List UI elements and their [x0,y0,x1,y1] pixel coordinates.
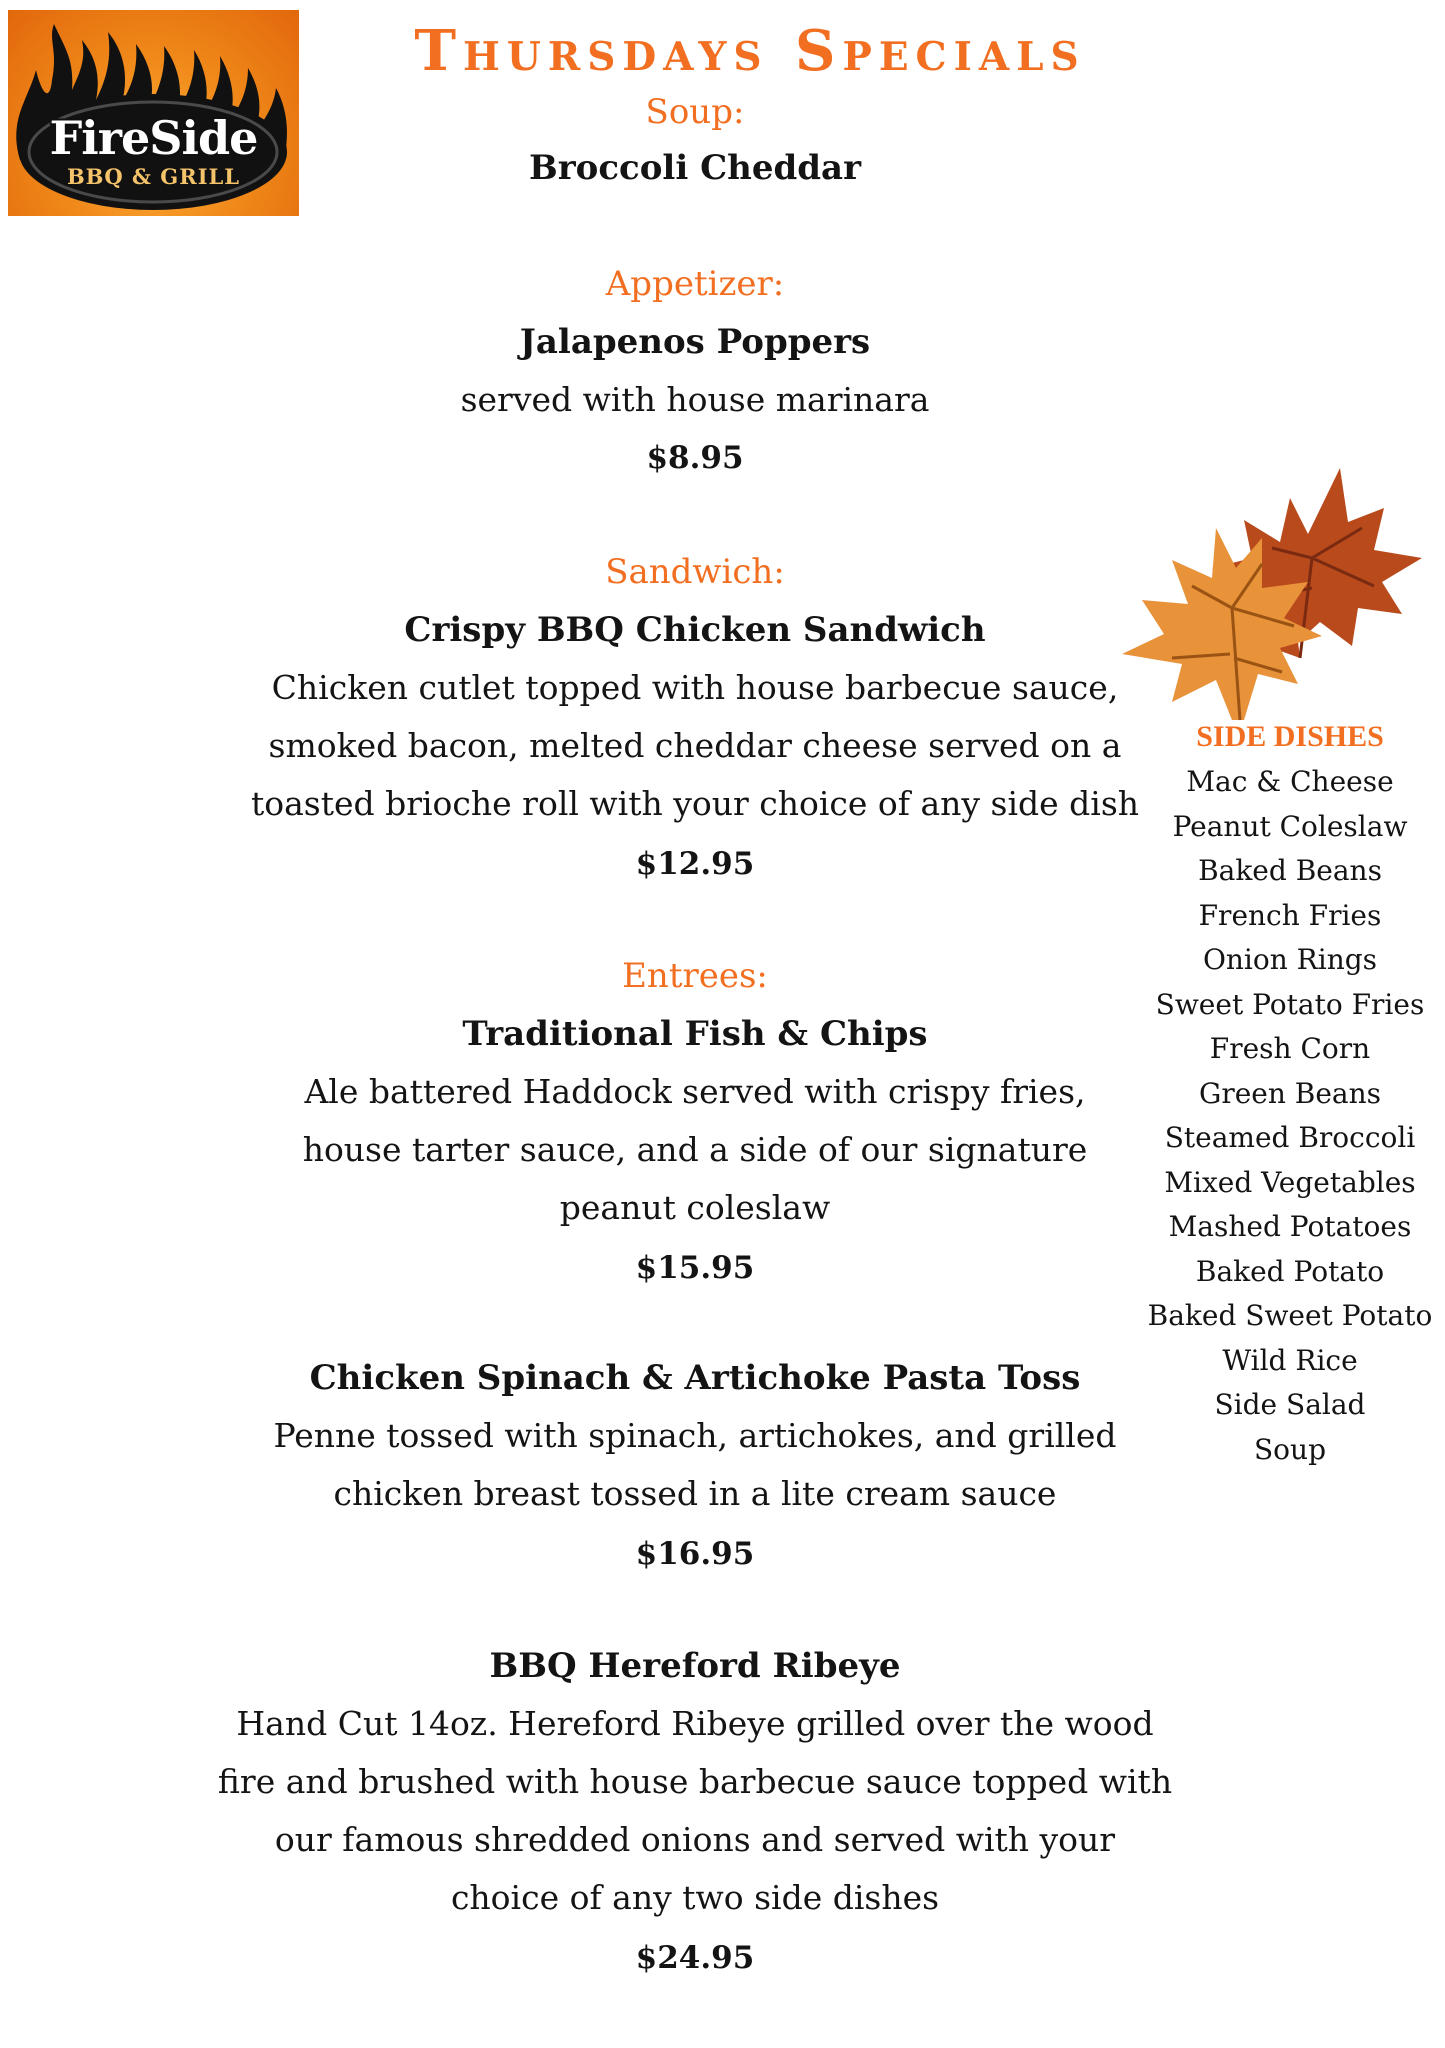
side-dish-item: Baked Potato [1195,1254,1385,1288]
side-dish-item: French Fries [1198,898,1382,932]
entree-name: Chicken Spinach & Artichoke Pasta Toss [309,1358,1081,1398]
entree-price: $16.95 [635,1536,755,1572]
side-dish-item: Baked Beans [1198,854,1382,887]
side-dish-item: Baked Sweet Potato [1147,1299,1433,1332]
side-dish-item: Side Salad [1214,1388,1366,1421]
sandwich-description-line: toasted brioche roll with your choice of any side dish [250,784,1140,823]
appetizer-description: served with house marinara [460,380,930,419]
entree-description-line: Penne tossed with spinach, artichokes, and grilled [273,1416,1117,1455]
side-dish-item: Soup [1254,1432,1326,1466]
entree-price: $24.95 [635,1940,755,1976]
side-dish-item: Mashed Potatoes [1168,1210,1412,1243]
appetizer-heading: Appetizer: [605,264,785,304]
side-dish-item: Fresh Corn [1209,1032,1371,1065]
entree-description-line: chicken breast tossed in a lite cream sauce [333,1474,1057,1513]
side-dish-item: Wild Rice [1222,1343,1358,1377]
autumn-leaves-icon [1112,458,1432,728]
side-dish-item: Peanut Coleslaw [1172,809,1408,843]
entree-description-line: Ale battered Haddock served with crispy fries, [304,1072,1086,1111]
menu-column [200,0,1190,2048]
sandwich-description-line: smoked bacon, melted cheddar cheese served on a [268,726,1122,765]
entree-description-line: house tarter sauce, and a side of our signature [302,1130,1088,1169]
entree-description-line: Hand Cut 14oz. Hereford Ribeye grilled over the wood [236,1704,1154,1743]
side-dishes-heading: SIDE DISHES [1196,720,1384,753]
entree-price: $15.95 [635,1250,755,1286]
side-dish-item: Green Beans [1198,1076,1382,1110]
side-dish-item: Sweet Potato Fries [1155,987,1425,1021]
entree-description-line: fire and brushed with house barbecue sauce topped with [217,1762,1173,1801]
side-dish-item: Steamed Broccoli [1164,1121,1416,1154]
soup-heading: Soup: [645,92,745,132]
soup-name: Broccoli Cheddar [529,148,861,188]
side-dish-item: Mac & Cheese [1186,765,1394,798]
entree-description-line: choice of any two side dishes [450,1878,940,1917]
entrees-heading: Entrees: [622,956,768,996]
entree-description-line: peanut coleslaw [559,1188,831,1227]
page-title: Thursdays Specials [414,18,1086,84]
entree-name: BBQ Hereford Ribeye [489,1646,901,1686]
sandwich-description-line: Chicken cutlet topped with house barbecue sauce, [271,668,1119,707]
sandwich-name: Crispy BBQ Chicken Sandwich [404,610,986,650]
entree-name: Traditional Fish & Chips [462,1014,928,1054]
side-dish-item: Mixed Vegetables [1164,1165,1416,1199]
sandwich-price: $12.95 [635,846,755,882]
appetizer-name: Jalapenos Poppers [519,322,871,362]
side-dish-item: Onion Rings [1202,943,1378,976]
side-dishes-list [1140,760,1440,1472]
sandwich-heading: Sandwich: [605,552,785,592]
logo-subtitle: BBQ & GRILL [66,164,241,189]
appetizer-price: $8.95 [646,440,744,476]
logo-name: FireSide [49,111,258,165]
entree-description-line: our famous shredded onions and served with your [274,1820,1116,1859]
